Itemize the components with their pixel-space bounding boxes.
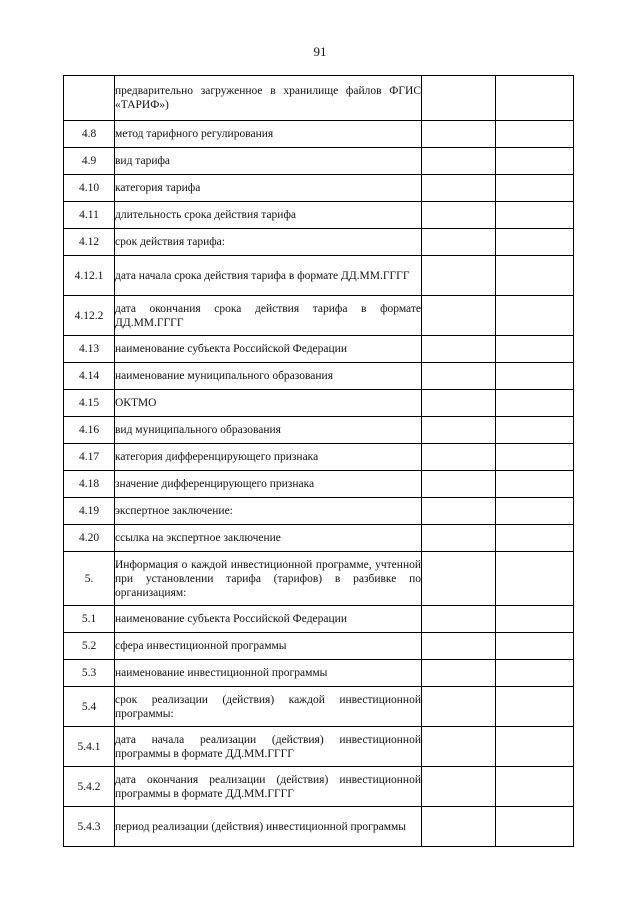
- empty-cell: [422, 390, 496, 417]
- empty-cell: [496, 363, 574, 390]
- row-description: экспертное заключение:: [115, 498, 422, 525]
- row-number: 4.19: [64, 498, 115, 525]
- empty-cell: [422, 471, 496, 498]
- table-row: [64, 363, 574, 390]
- empty-cell: [496, 525, 574, 552]
- row-number: 4.11: [64, 202, 115, 229]
- row-description: дата окончания срока действия тарифа в формате ДД.ММ.ГГГГ: [115, 296, 422, 336]
- row-number: 5.4: [64, 687, 115, 727]
- table-row: [64, 256, 574, 296]
- row-description: сфера инвестиционной программы: [115, 633, 422, 660]
- row-description: срок действия тарифа:: [115, 229, 422, 256]
- row-number: 4.16: [64, 417, 115, 444]
- page-number: 91: [313, 44, 327, 59]
- table-row: [64, 175, 574, 202]
- row-description: Информация о каждой инвестиционной программе, учтенной при установлении тарифа (тарифов) в разбивке по организациям:: [115, 552, 422, 606]
- row-description: предварительно загруженное в хранилище файлов ФГИС «ТАРИФ»): [115, 76, 422, 121]
- empty-cell: [422, 525, 496, 552]
- empty-cell: [496, 444, 574, 471]
- empty-cell: [422, 552, 496, 606]
- row-description: категория тарифа: [115, 175, 422, 202]
- row-description: наименование субъекта Российской Федерации: [115, 606, 422, 633]
- empty-cell: [496, 633, 574, 660]
- row-number: 5.4.3: [64, 807, 115, 847]
- row-number: 4.18: [64, 471, 115, 498]
- table-row: [64, 807, 574, 847]
- row-number: 4.20: [64, 525, 115, 552]
- empty-cell: [496, 296, 574, 336]
- row-number: 5.4.1: [64, 727, 115, 767]
- row-number: 5.: [64, 552, 115, 606]
- data-table: [63, 75, 574, 847]
- row-number: 4.17: [64, 444, 115, 471]
- row-description: значение дифференцирующего признака: [115, 471, 422, 498]
- row-description: наименование субъекта Российской Федерации: [115, 336, 422, 363]
- row-number: 5.2: [64, 633, 115, 660]
- empty-cell: [496, 767, 574, 807]
- empty-cell: [422, 175, 496, 202]
- empty-cell: [496, 256, 574, 296]
- empty-cell: [496, 807, 574, 847]
- row-description: ОКТМО: [115, 390, 422, 417]
- row-number: 4.12.2: [64, 296, 115, 336]
- empty-cell: [496, 76, 574, 121]
- table-row: [64, 687, 574, 727]
- row-description: срок реализации (действия) каждой инвестиционной программы:: [115, 687, 422, 727]
- empty-cell: [422, 202, 496, 229]
- table-row: [64, 229, 574, 256]
- table-row: [64, 390, 574, 417]
- empty-cell: [422, 417, 496, 444]
- empty-cell: [422, 296, 496, 336]
- empty-cell: [422, 807, 496, 847]
- table-row: [64, 471, 574, 498]
- row-description: категория дифференцирующего признака: [115, 444, 422, 471]
- empty-cell: [422, 687, 496, 727]
- row-number: 5.4.2: [64, 767, 115, 807]
- row-description: период реализации (действия) инвестиционной программы: [115, 807, 422, 847]
- row-description: наименование муниципального образования: [115, 363, 422, 390]
- table-row: [64, 525, 574, 552]
- empty-cell: [496, 229, 574, 256]
- empty-cell: [496, 417, 574, 444]
- table-row: [64, 767, 574, 807]
- row-description: метод тарифного регулирования: [115, 121, 422, 148]
- empty-cell: [422, 498, 496, 525]
- empty-cell: [422, 606, 496, 633]
- empty-cell: [422, 727, 496, 767]
- empty-cell: [496, 148, 574, 175]
- empty-cell: [422, 633, 496, 660]
- row-number: 4.14: [64, 363, 115, 390]
- table-row: [64, 121, 574, 148]
- empty-cell: [422, 767, 496, 807]
- empty-cell: [422, 336, 496, 363]
- row-number: 4.8: [64, 121, 115, 148]
- empty-cell: [422, 660, 496, 687]
- table-row: [64, 552, 574, 606]
- row-number: 4.12.1: [64, 256, 115, 296]
- row-description: наименование инвестиционной программы: [115, 660, 422, 687]
- row-description: вид муниципального образования: [115, 417, 422, 444]
- empty-cell: [496, 660, 574, 687]
- row-description: дата начала срока действия тарифа в формате ДД.ММ.ГГГГ: [115, 256, 422, 296]
- table-row: [64, 444, 574, 471]
- empty-cell: [422, 121, 496, 148]
- table-row: [64, 336, 574, 363]
- table-row: [64, 296, 574, 336]
- empty-cell: [496, 498, 574, 525]
- empty-cell: [496, 727, 574, 767]
- row-number: [64, 76, 115, 121]
- empty-cell: [422, 444, 496, 471]
- table-row: [64, 76, 574, 121]
- row-description: длительность срока действия тарифа: [115, 202, 422, 229]
- empty-cell: [496, 121, 574, 148]
- table-row: [64, 660, 574, 687]
- table-row: [64, 606, 574, 633]
- row-number: 4.13: [64, 336, 115, 363]
- row-number: 5.1: [64, 606, 115, 633]
- row-description: дата начала реализации (действия) инвестиционной программы в формате ДД.ММ.ГГГГ: [115, 727, 422, 767]
- row-number: 4.9: [64, 148, 115, 175]
- row-description: вид тарифа: [115, 148, 422, 175]
- empty-cell: [496, 336, 574, 363]
- row-number: 4.15: [64, 390, 115, 417]
- empty-cell: [496, 175, 574, 202]
- empty-cell: [496, 390, 574, 417]
- table-row: [64, 727, 574, 767]
- table-row: [64, 633, 574, 660]
- table-row: [64, 498, 574, 525]
- empty-cell: [422, 256, 496, 296]
- empty-cell: [496, 471, 574, 498]
- empty-cell: [422, 229, 496, 256]
- table-row: [64, 202, 574, 229]
- row-number: 4.10: [64, 175, 115, 202]
- row-number: 5.3: [64, 660, 115, 687]
- row-description: дата окончания реализации (действия) инвестиционной программы в формате ДД.ММ.ГГГГ: [115, 767, 422, 807]
- empty-cell: [496, 606, 574, 633]
- empty-cell: [422, 76, 496, 121]
- row-description: ссылка на экспертное заключение: [115, 525, 422, 552]
- row-number: 4.12: [64, 229, 115, 256]
- empty-cell: [496, 202, 574, 229]
- table-row: [64, 417, 574, 444]
- table-row: [64, 148, 574, 175]
- empty-cell: [422, 363, 496, 390]
- empty-cell: [496, 552, 574, 606]
- empty-cell: [422, 148, 496, 175]
- empty-cell: [496, 687, 574, 727]
